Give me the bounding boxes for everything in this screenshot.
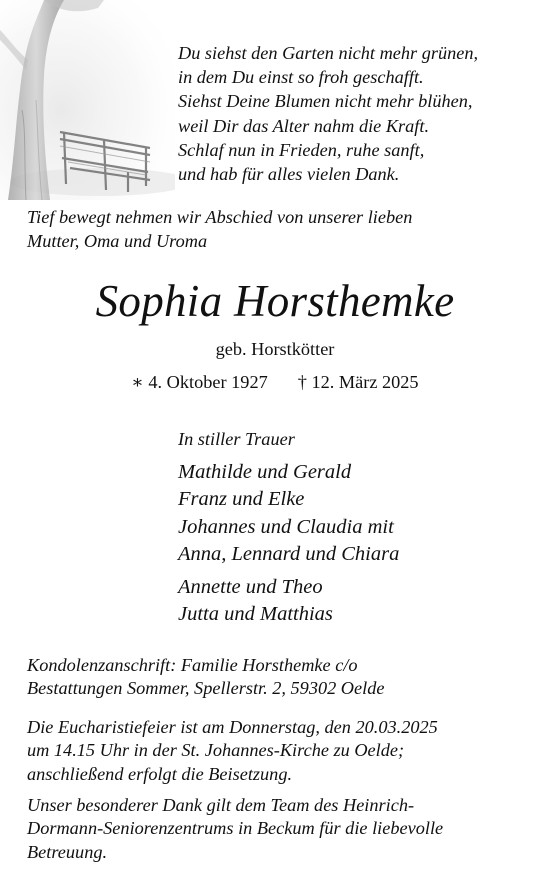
poem-line: Schlaf nun in Frieden, ruhe sanft, (178, 139, 425, 160)
service-info (27, 716, 537, 786)
condolence-address (27, 654, 537, 701)
mourner-line: Franz und Elke (178, 488, 305, 511)
poem (178, 41, 538, 186)
mourner-line: Mathilde und Gerald (178, 461, 352, 483)
deceased-name: Sophia Horsthemke (95, 276, 455, 326)
birth-date: ∗ 4. Oktober 1927 (131, 372, 268, 392)
mourner-line: Annette und Theo (178, 576, 323, 598)
intro-text (27, 205, 537, 253)
service-line: Die Eucharistiefeier ist am Donnerstag, den 20.03.2025 (27, 717, 438, 737)
poem-line: in dem Du einst so froh geschafft. (178, 67, 424, 88)
thanks-line: Betreuung. (27, 841, 108, 862)
service-line: anschließend erfolgt die Beisetzung. (27, 763, 293, 784)
intro-line: Mutter, Oma und Uroma (27, 231, 208, 251)
mourners-group-1 (178, 459, 399, 568)
poem-line: weil Dir das Alter nahm die Kraft. (178, 115, 430, 136)
thanks-note (27, 794, 537, 864)
poem-line: Siehst Deine Blumen nicht mehr blühen, (178, 91, 473, 112)
mourner-line: Johannes und Claudia mit (178, 515, 394, 538)
mourning-heading: In stiller Trauer (178, 429, 295, 449)
mourner-line: Jutta und Matthias (178, 603, 333, 626)
thanks-line: Unser besonderer Dank gilt dem Team des Heinrich- (27, 795, 415, 815)
mourner-line: Anna, Lennard und Chiara (178, 542, 400, 565)
poem-line: und hab für alles vielen Dank. (178, 163, 400, 184)
mourners-group-2 (178, 574, 333, 629)
condolence-line: Bestattungen Sommer, Spellerstr. 2, 59302 Oelde (27, 678, 385, 699)
intro-line: Tief bewegt nehmen wir Abschied von unserer lieben (27, 207, 413, 227)
birth-name: geb. Horstkötter (215, 339, 335, 359)
tree-and-bench-illustration (0, 0, 175, 200)
service-line: um 14.15 Uhr in der St. Johannes-Kirche zu Oelde; (27, 740, 405, 761)
condolence-line: Kondolenzanschrift: Familie Horsthemke c/o (27, 655, 358, 675)
thanks-line: Dormann-Seniorenzentrums in Beckum für die liebevolle (27, 818, 444, 839)
poem-line: Du siehst den Garten nicht mehr grünen, (178, 43, 479, 63)
death-date: † 12. März 2025 (297, 372, 419, 392)
life-dates (0, 369, 550, 395)
